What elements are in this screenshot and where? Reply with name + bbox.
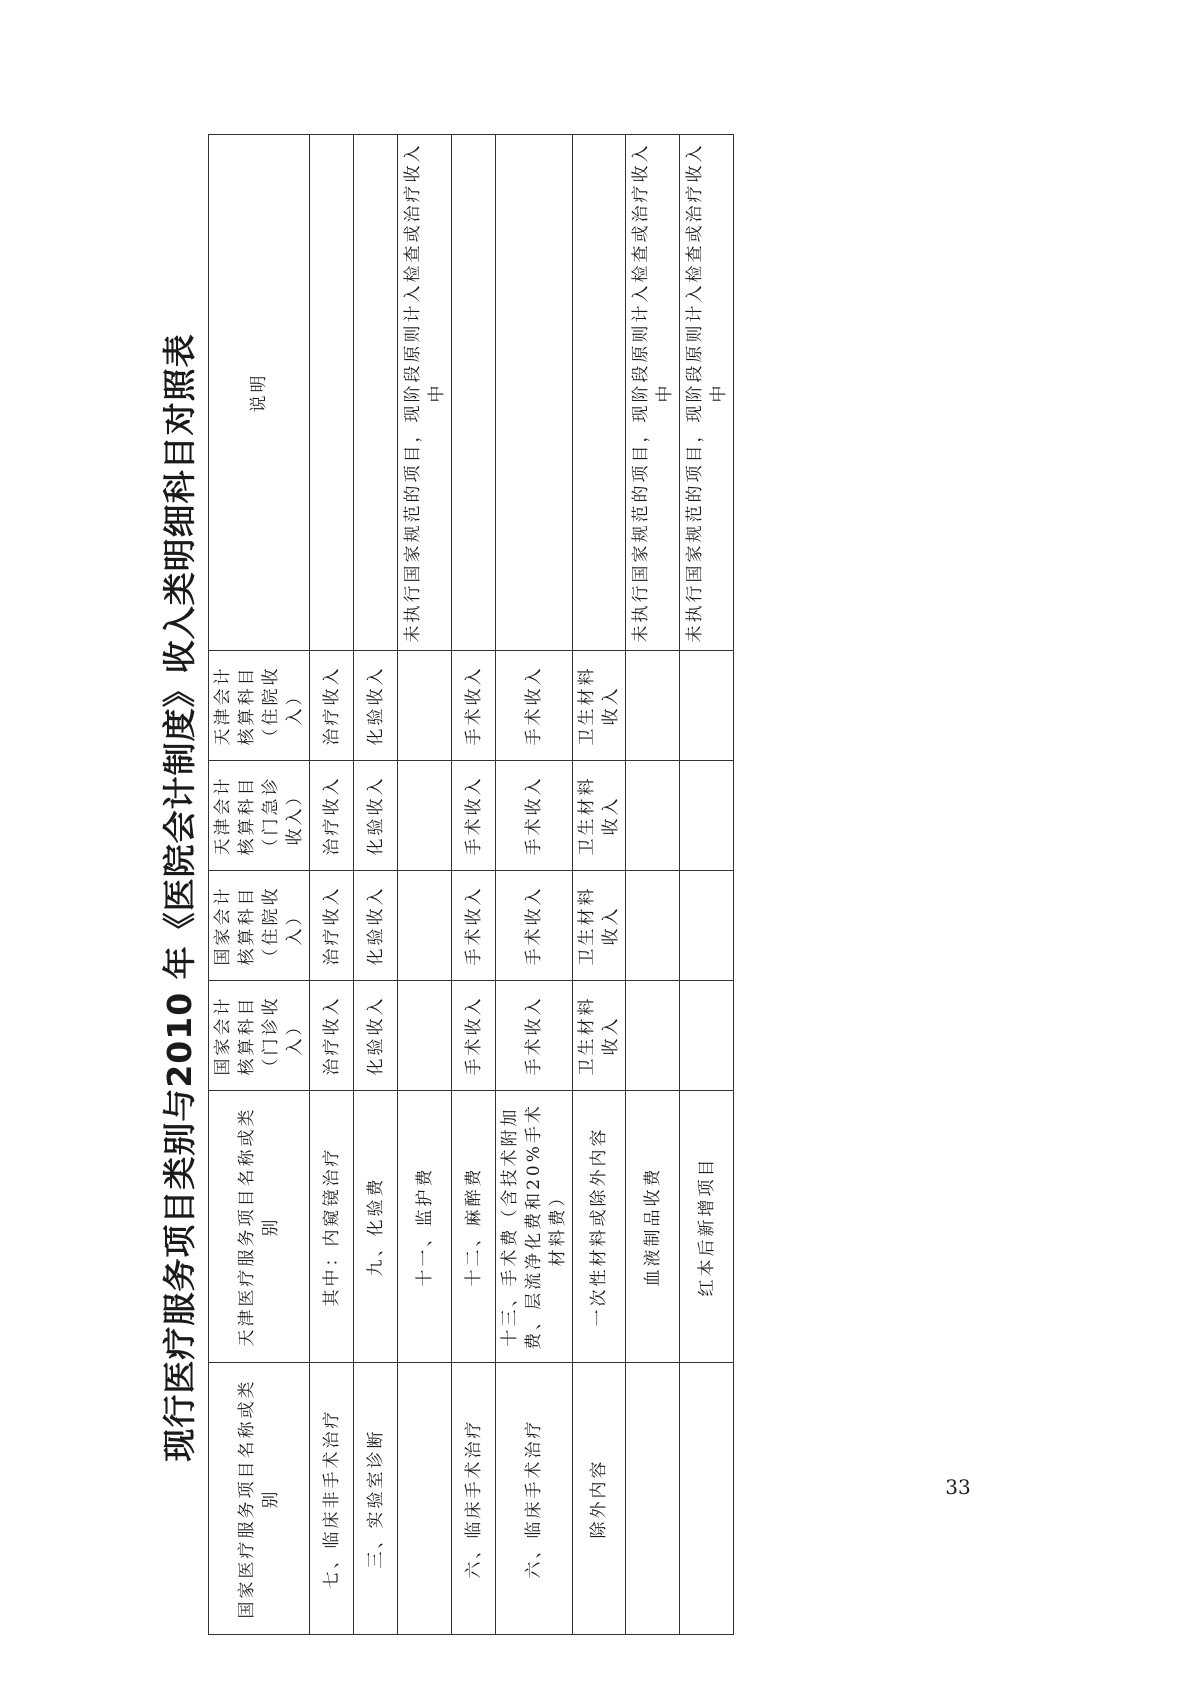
- cell-national-item: [680, 1363, 734, 1635]
- page-number: 33: [945, 1475, 971, 1499]
- cell-national-item: [626, 1363, 680, 1635]
- cell-tianjin-inpatient: 手术收入: [496, 651, 573, 761]
- document-title: 现行医疗服务项目类别与2010 年《医院会计制度》收入类明细科目对照表: [160, 333, 199, 1462]
- cell-national-inpatient: [398, 871, 452, 981]
- cell-tianjin-inpatient: 治疗收入: [310, 651, 354, 761]
- cell-national-inpatient: 手术收入: [496, 871, 573, 981]
- cell-national-inpatient: [680, 871, 734, 981]
- header-national-inpatient: 国家会计核算科目（住院收入）: [209, 871, 310, 981]
- cell-notes: [452, 135, 496, 651]
- cell-tianjin-outpatient: [680, 761, 734, 871]
- cell-national-outpatient: [626, 981, 680, 1091]
- cell-tianjin-outpatient: 化验收入: [354, 761, 398, 871]
- cell-notes: [310, 135, 354, 651]
- cell-national-inpatient: [626, 871, 680, 981]
- header-national-item: 国家医疗服务项目名称或类别: [209, 1363, 310, 1635]
- cell-tianjin-item: 红本后新增项目: [680, 1091, 734, 1363]
- header-tianjin-item: 天津医疗服务项目名称或类别: [209, 1091, 310, 1363]
- header-tianjin-outpatient: 天津会计核算科目（门急诊收入）: [209, 761, 310, 871]
- cell-national-outpatient: 卫生材料收入: [573, 981, 626, 1091]
- cell-tianjin-item: 一次性材料或除外内容: [573, 1091, 626, 1363]
- cell-national-item: 七、临床非手术治疗: [310, 1363, 354, 1635]
- cell-tianjin-inpatient: 手术收入: [452, 651, 496, 761]
- cell-notes: [496, 135, 573, 651]
- table-row: [626, 135, 680, 1635]
- cell-national-item: 六、临床手术治疗: [496, 1363, 573, 1635]
- cell-tianjin-inpatient: 卫生材料收入: [573, 651, 626, 761]
- cell-notes: [573, 135, 626, 651]
- cell-tianjin-outpatient: 手术收入: [452, 761, 496, 871]
- cell-national-inpatient: 卫生材料收入: [573, 871, 626, 981]
- cell-national-outpatient: 手术收入: [452, 981, 496, 1091]
- table-row: [452, 135, 496, 1635]
- header-tianjin-inpatient: 天津会计核算科目（住院收入）: [209, 651, 310, 761]
- cell-tianjin-item: 十三、手术费（含技术附加费、层流净化费和20%手术材料费）: [496, 1091, 573, 1363]
- cell-tianjin-inpatient: [626, 651, 680, 761]
- rotated-page-content: [150, 125, 729, 1670]
- cell-tianjin-outpatient: 治疗收入: [310, 761, 354, 871]
- table-header-row: [209, 135, 310, 1635]
- header-national-outpatient: 国家会计核算科目（门诊收入）: [209, 981, 310, 1091]
- cell-notes: 未执行国家规范的项目，现阶段原则计入检查或治疗收入中: [680, 135, 734, 651]
- cell-tianjin-outpatient: 手术收入: [496, 761, 573, 871]
- cell-national-outpatient: 治疗收入: [310, 981, 354, 1091]
- mapping-table: [208, 134, 734, 1635]
- cell-tianjin-inpatient: [398, 651, 452, 761]
- cell-tianjin-item: 血液制品收费: [626, 1091, 680, 1363]
- table-row: [310, 135, 354, 1635]
- cell-notes: 未执行国家规范的项目，现阶段原则计入检查或治疗收入中: [626, 135, 680, 651]
- cell-national-inpatient: 化验收入: [354, 871, 398, 981]
- cell-national-item: 除外内容: [573, 1363, 626, 1635]
- cell-notes: [354, 135, 398, 651]
- cell-tianjin-inpatient: [680, 651, 734, 761]
- table-row: [680, 135, 734, 1635]
- cell-tianjin-item: 其中：内窥镜治疗: [310, 1091, 354, 1363]
- cell-national-outpatient: 手术收入: [496, 981, 573, 1091]
- cell-national-outpatient: [398, 981, 452, 1091]
- cell-notes: 未执行国家规范的项目，现阶段原则计入检查或治疗收入中: [398, 135, 452, 651]
- cell-national-outpatient: 化验收入: [354, 981, 398, 1091]
- table-row: [398, 135, 452, 1635]
- cell-tianjin-item: 十一、监护费: [398, 1091, 452, 1363]
- cell-national-item: [398, 1363, 452, 1635]
- cell-tianjin-outpatient: 卫生材料收入: [573, 761, 626, 871]
- table-row: [573, 135, 626, 1635]
- cell-tianjin-item: 十二、麻醉费: [452, 1091, 496, 1363]
- cell-tianjin-inpatient: 化验收入: [354, 651, 398, 761]
- cell-national-item: 六、临床手术治疗: [452, 1363, 496, 1635]
- cell-national-item: 三、实验室诊断: [354, 1363, 398, 1635]
- table-row: [354, 135, 398, 1635]
- table-row: [496, 135, 573, 1635]
- cell-national-inpatient: 手术收入: [452, 871, 496, 981]
- cell-tianjin-item: 九、化验费: [354, 1091, 398, 1363]
- cell-tianjin-outpatient: [626, 761, 680, 871]
- cell-national-inpatient: 治疗收入: [310, 871, 354, 981]
- cell-tianjin-outpatient: [398, 761, 452, 871]
- header-notes: 说明: [209, 135, 310, 651]
- cell-national-outpatient: [680, 981, 734, 1091]
